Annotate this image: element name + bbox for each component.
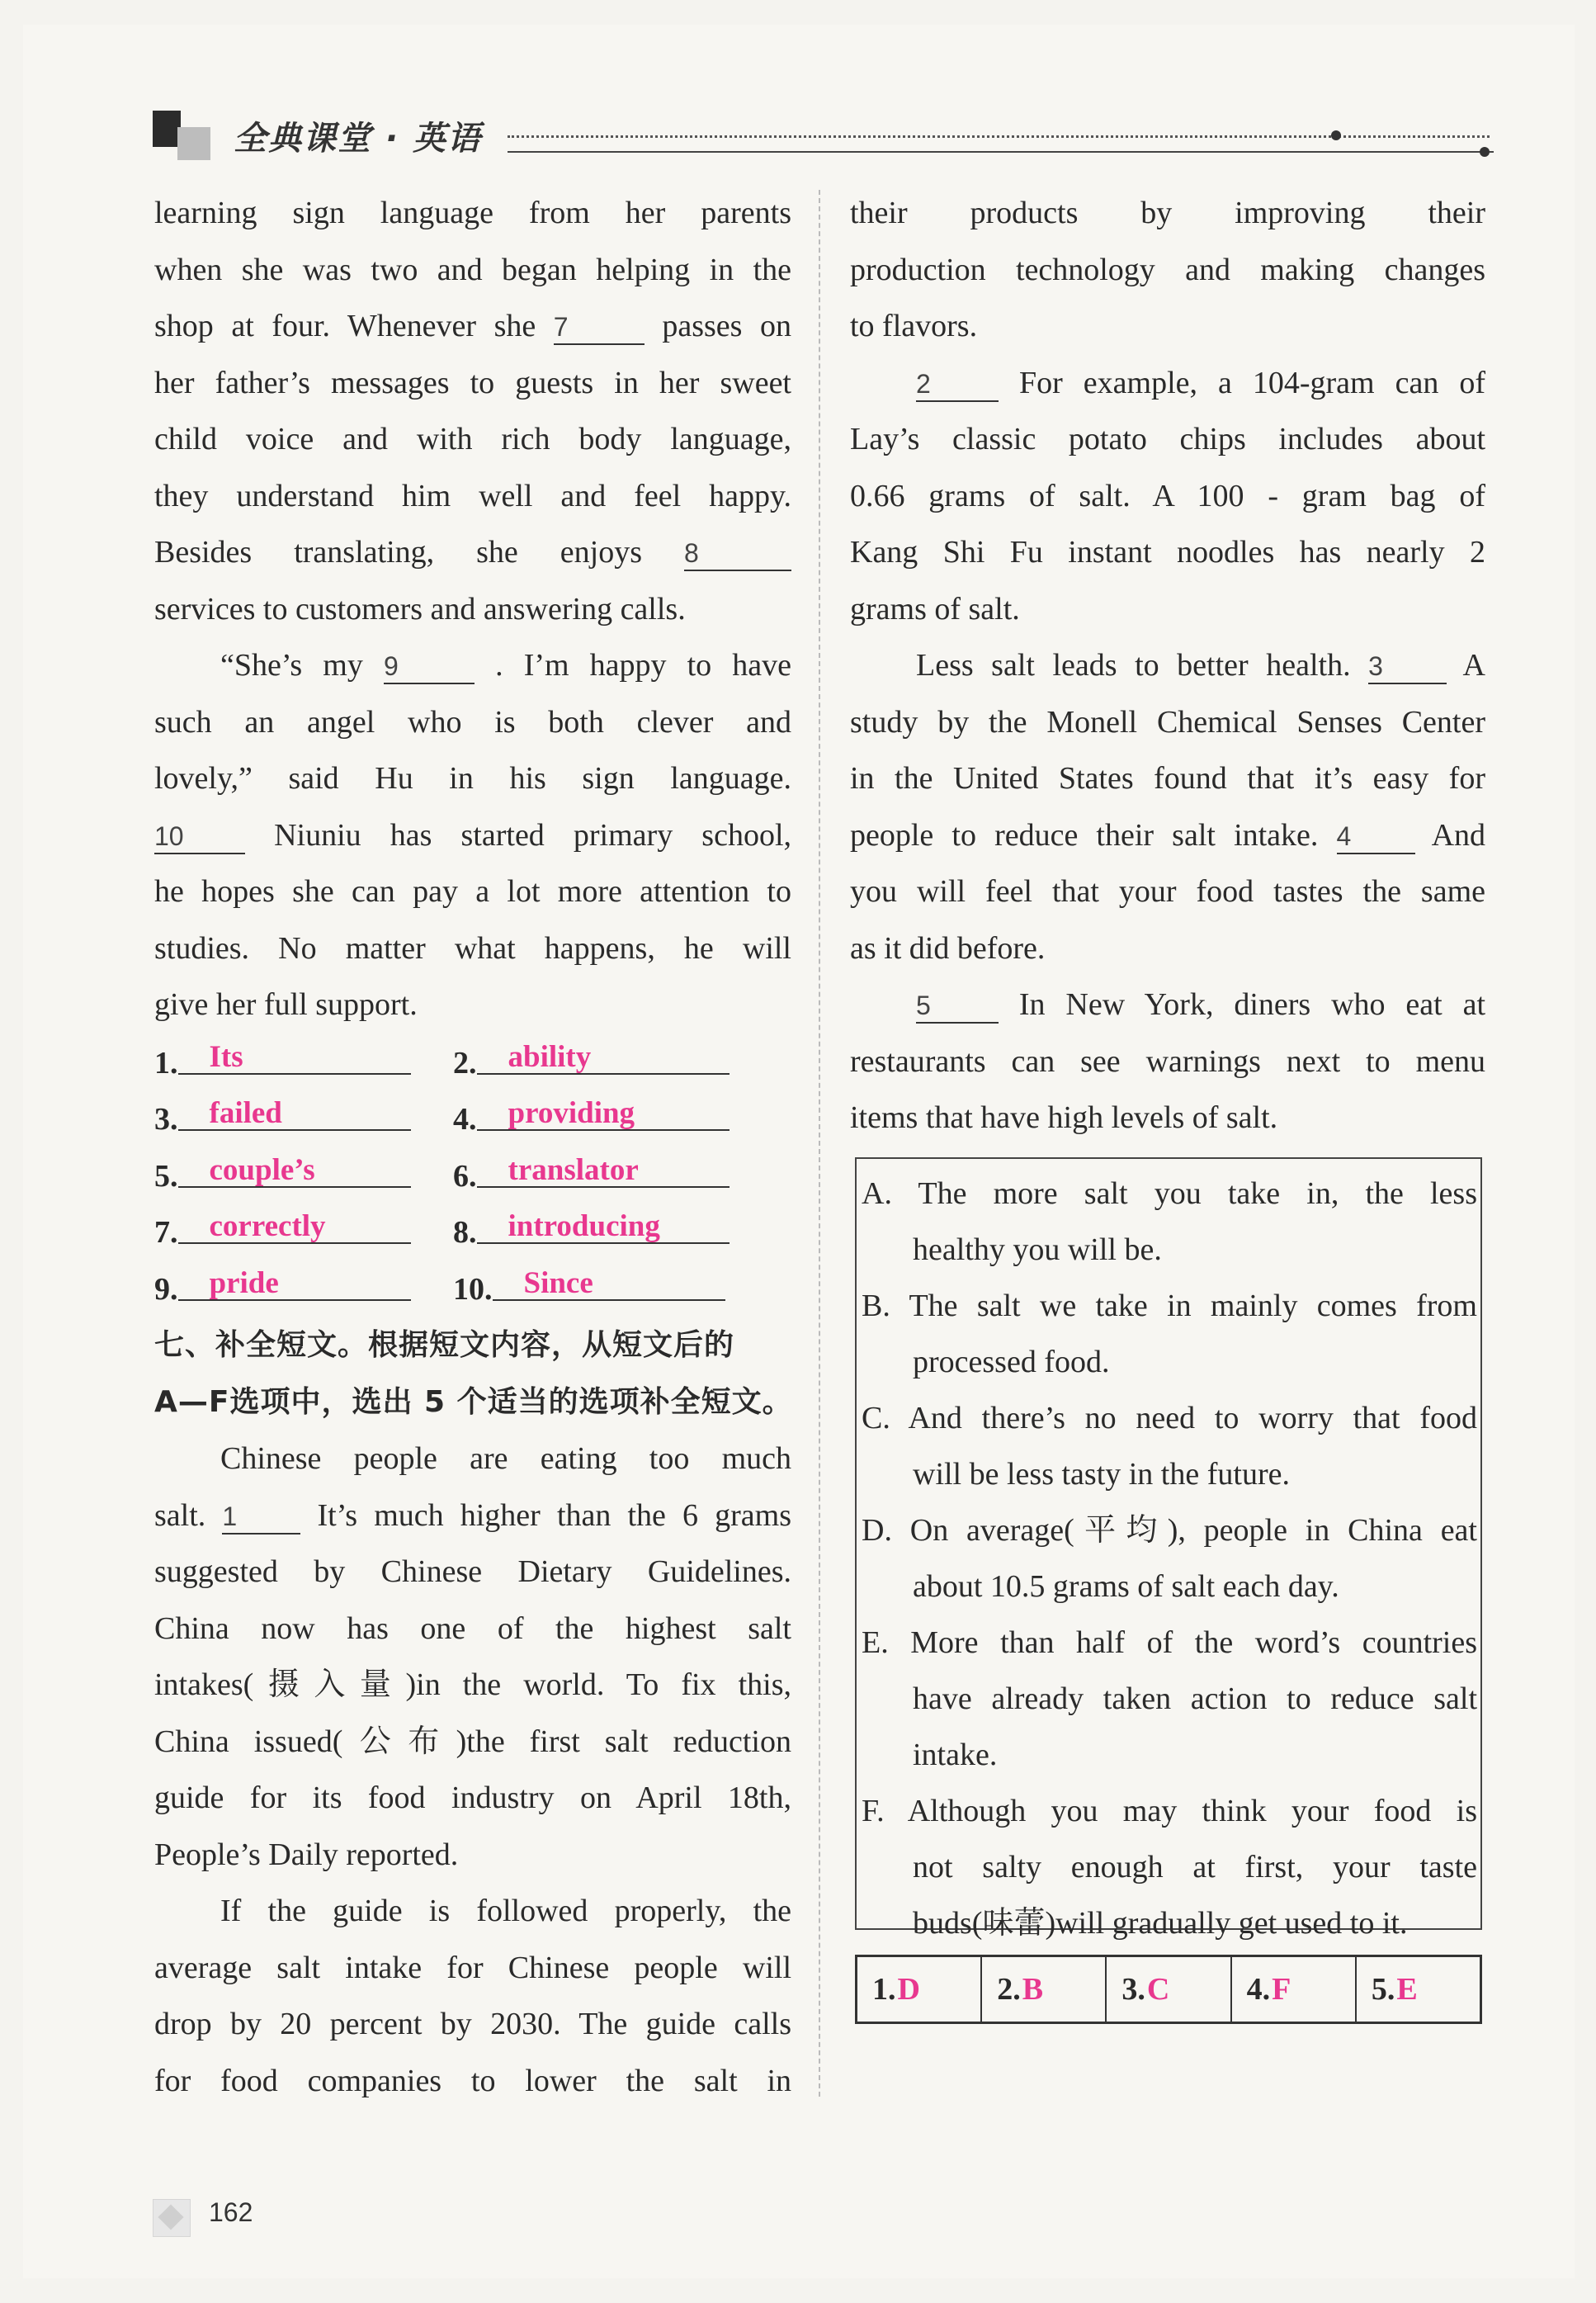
text-line: Besides translating, she enjoys 8	[154, 524, 791, 581]
text-line: drop by 20 percent by 2030. The guide calls	[154, 2007, 791, 2041]
options-box	[855, 1157, 1482, 1941]
header-title: 全典课堂 · 英语	[234, 120, 483, 158]
header-dotted-rule	[508, 135, 1490, 138]
header-dot	[1331, 130, 1341, 140]
text-line: production technology and making changes	[850, 252, 1485, 287]
text-line: Less salt leads to better health. 3 A	[916, 648, 1485, 683]
blank-3: 3	[1368, 653, 1447, 684]
answer-item: 8. introducing	[453, 1204, 730, 1261]
answer-key-cell: 2. B	[982, 1957, 1107, 2022]
text-line: China issued(公布)the first salt reduction	[154, 1724, 791, 1759]
answer-key-cell: 4. F	[1232, 1957, 1357, 2022]
text-line: People’s Daily reported.	[154, 1837, 459, 1872]
answer-item: 1. Its	[154, 1035, 411, 1092]
text-line: 2 For example, a 104-gram can of	[916, 365, 1485, 400]
option-f: F. Although you may think your food is not salty enough at first, your taste buds(味蕾)will gradually get used to it.	[862, 1794, 1477, 1941]
answer-key-cell: 3. C	[1107, 1957, 1231, 2022]
page-header	[153, 106, 1506, 163]
text-line: 5 In New York, diners who eat at	[916, 987, 1486, 1022]
answer-item: 5. couple’s	[154, 1148, 411, 1205]
header-dot	[1480, 147, 1490, 157]
text-line: Lay’s classic potato chips includes about	[850, 422, 1485, 456]
answer-row	[154, 1091, 791, 1148]
blank-8: 8	[684, 540, 791, 571]
blank-10: 10	[154, 823, 245, 854]
text-line: study by the Monell Chemical Senses Center	[850, 704, 1485, 740]
text-line: salt. 1 It’s much higher than the 6 grams	[154, 1497, 792, 1533]
column-divider	[819, 190, 820, 2097]
text-line: guide for its food industry on April 18th,	[154, 1780, 791, 1815]
option-d: D. On average(平均), people in China eat about 10.5 grams of salt each day.	[862, 1513, 1477, 1604]
text-line: you will feel that your food tastes the same	[850, 874, 1485, 909]
answer-item: 4. providing	[453, 1091, 730, 1148]
blank-9: 9	[384, 653, 475, 684]
diamond-icon	[153, 2199, 191, 2237]
text-line: lovely,” said Hu in his sign language.	[154, 761, 791, 796]
text-line: people to reduce their salt intake. 4 And	[850, 817, 1486, 853]
section-title: A—F选项中，选出 5 个适当的选项补全短文。	[154, 1384, 793, 1419]
text-line: Kang Shi Fu instant noodles has nearly 2	[850, 535, 1485, 570]
text-line: 10 Niuniu has started primary school,	[154, 817, 792, 853]
text-line: average salt intake for Chinese people will	[154, 1950, 791, 1985]
option-c: C. And there’s no need to worry that food will be less tasty in the future.	[862, 1401, 1477, 1492]
text-line: for food companies to lower the salt in	[154, 2063, 791, 2098]
text-line: to flavors.	[850, 309, 978, 343]
text-line: items that have high levels of salt.	[850, 1100, 1278, 1135]
blank-5: 5	[916, 992, 999, 1024]
text-line: services to customers and answering calls.	[154, 591, 686, 627]
text-line: shop at four. Whenever she 7 passes on	[154, 309, 792, 343]
right-column	[850, 185, 1485, 1147]
text-line: grams of salt.	[850, 591, 1020, 627]
text-line: in the United States found that it’s easy for	[850, 761, 1485, 796]
answer-row	[154, 1148, 791, 1205]
answer-key-cell: 1. D	[857, 1957, 982, 2022]
text-line: such an angel who is both clever and	[154, 704, 791, 740]
blank-4: 4	[1337, 823, 1415, 854]
text-line: Chinese people are eating too much	[220, 1441, 791, 1476]
answer-item: 2. ability	[453, 1035, 730, 1092]
page-number: 162	[209, 2197, 253, 2227]
header-square-dark	[153, 111, 181, 147]
text-line: China now has one of the highest salt	[154, 1610, 791, 1646]
option-b: B. The salt we take in mainly comes from processed food.	[862, 1289, 1477, 1379]
text-line: restaurants can see warnings next to menu	[850, 1043, 1485, 1079]
text-line: their products by improving their	[850, 196, 1485, 230]
text-line: intakes(摄入量)in the world. To fix this,	[154, 1667, 791, 1702]
answer-list	[154, 1035, 791, 1318]
text-line: suggested by Chinese Dietary Guidelines.	[154, 1554, 791, 1589]
text-line: studies. No matter what happens, he will	[154, 930, 791, 966]
left-column	[154, 185, 791, 2109]
text-line: her father’s messages to guests in her sweet	[154, 365, 791, 400]
option-a: A. The more salt you take in, the less healthy you will be.	[862, 1176, 1477, 1267]
blank-1: 1	[222, 1503, 300, 1535]
text-line: he hopes she can pay a lot more attention to	[154, 874, 791, 909]
blank-7: 7	[554, 314, 645, 345]
blank-2: 2	[916, 371, 999, 402]
page-number-block	[153, 2196, 367, 2237]
text-line: as it did before.	[850, 930, 1046, 966]
text-line: learning sign language from her parents	[154, 196, 791, 230]
text-line: child voice and with rich body language,	[154, 422, 791, 456]
text-line: they understand him well and feel happy.	[154, 478, 791, 513]
answer-item: 10. Since	[453, 1261, 725, 1318]
answer-key-table	[855, 1955, 1482, 2024]
text-line: If the guide is followed properly, the	[220, 1894, 791, 1928]
answer-row	[154, 1035, 791, 1092]
option-e: E. More than half of the word’s countries have already taken action to reduce salt intake.	[862, 1625, 1477, 1772]
answer-item: 3. failed	[154, 1091, 411, 1148]
text-line: “She’s my 9 . I’m happy to have	[220, 648, 792, 683]
answer-row	[154, 1261, 791, 1318]
header-rule	[508, 151, 1494, 153]
header-square-light	[177, 127, 210, 160]
answer-key-cell: 5. E	[1371, 1972, 1418, 2007]
text-line: when she was two and began helping in the	[154, 252, 791, 287]
answer-row	[154, 1204, 791, 1261]
answer-item: 7. correctly	[154, 1204, 411, 1261]
answer-item: 9. pride	[154, 1261, 411, 1318]
text-line: give her full support.	[154, 987, 418, 1022]
text-line: 0.66 grams of salt. A 100 - gram bag of	[850, 478, 1485, 513]
answer-item: 6. translator	[453, 1148, 730, 1205]
section-title: 七、补全短文。根据短文内容，从短文后的	[154, 1328, 735, 1362]
